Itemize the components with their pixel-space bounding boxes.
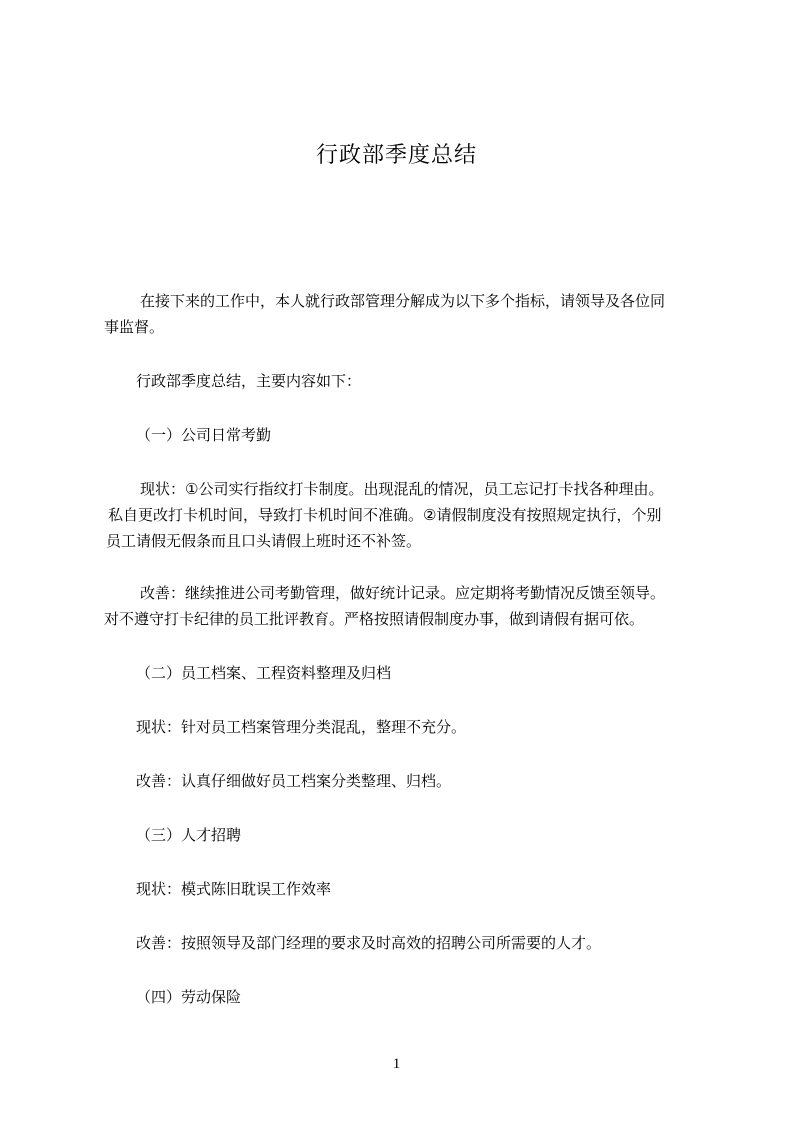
recruitment-heading [104, 822, 700, 848]
archives-improvement [104, 768, 700, 794]
intro-paragraph [104, 288, 700, 340]
summary-lead-text: 行政部季度总结，主要内容如下： [136, 372, 362, 390]
attendance-improvement-line-1: 改善：继续推进公司考勤管理，做好统计记录。应定期将考勤情况反馈至领导。 [140, 584, 666, 602]
insurance-heading-text: （四）劳动保险 [136, 988, 242, 1006]
recruitment-status [104, 876, 700, 902]
intro-line-2: 事监督。 [104, 318, 165, 336]
archives-status-text: 现状：针对员工档案管理分类混乱，整理不充分。 [136, 718, 467, 736]
intro-line-1: 在接下来的工作中，本人就行政部管理分解成为以下多个指标，请领导及各位同 [140, 292, 666, 310]
archives-heading [104, 660, 700, 686]
summary-lead [104, 368, 700, 394]
archives-heading-text: （二）员工档案、工程资料整理及归档 [136, 664, 392, 682]
insurance-heading [104, 984, 700, 1010]
page-number: 1 [392, 1056, 401, 1072]
attendance-improvement-line-2: 对不遵守打卡纪律的员工批评教育。严格按照请假制度办事，做到请假有据可依。 [104, 610, 645, 628]
attendance-status-line-2: 私自更改打卡机时间，导致打卡机时间不准确。②请假制度没有按照规定执行，个别 [108, 506, 662, 524]
attendance-status [104, 476, 700, 554]
recruitment-improvement-text: 改善：按照领导及部门经理的要求及时高效的招聘公司所需要的人才。 [136, 934, 602, 952]
attendance-status-line-3: 员工请假无假条而且口头请假上班时还不补签。 [106, 532, 422, 550]
recruitment-heading-text: （三）人才招聘 [136, 826, 242, 844]
document-title: 行政部季度总结 [315, 143, 477, 168]
archives-improvement-text: 改善：认真仔细做好员工档案分类整理、归档。 [136, 772, 452, 790]
attendance-heading [104, 422, 700, 448]
recruitment-improvement [104, 930, 700, 956]
recruitment-status-text: 现状：模式陈旧耽误工作效率 [136, 880, 332, 898]
attendance-status-line-1: 现状：①公司实行指纹打卡制度。出现混乱的情况，员工忘记打卡找各种理由。 [140, 480, 664, 498]
attendance-heading-text: （一）公司日常考勤 [136, 426, 272, 444]
archives-status [104, 714, 700, 740]
attendance-improvement [104, 580, 700, 632]
